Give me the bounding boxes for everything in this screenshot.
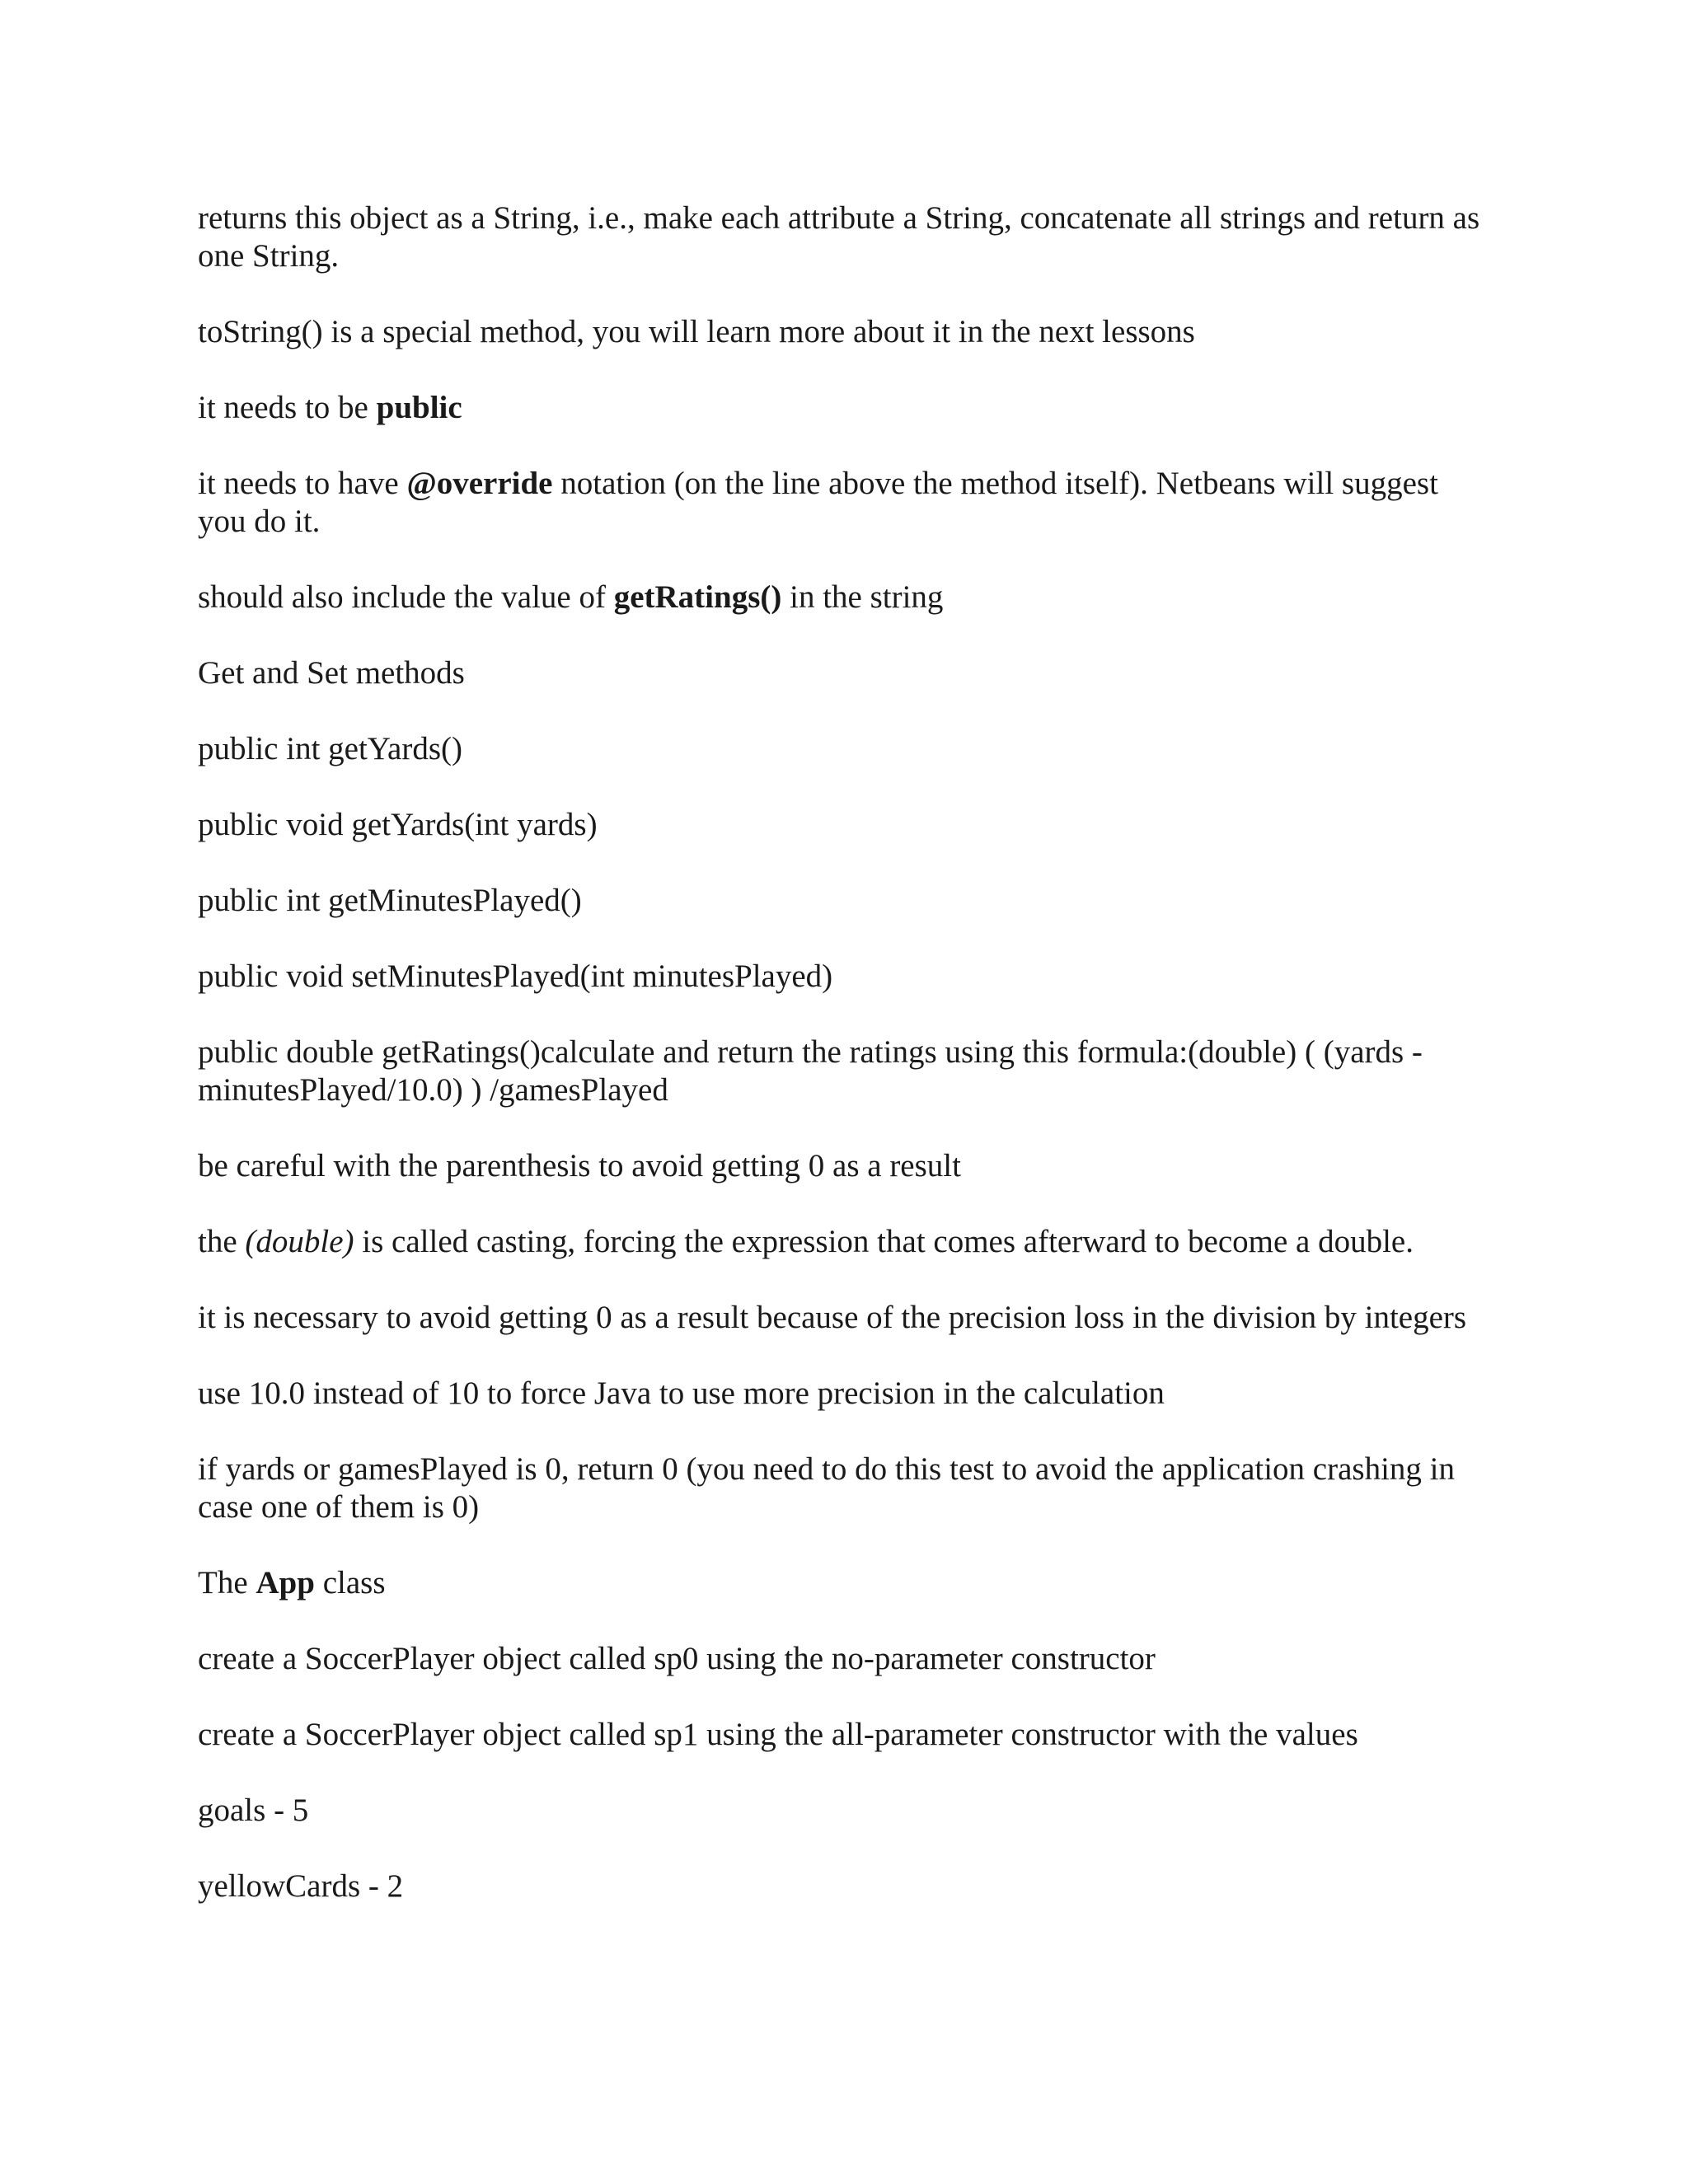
paragraph	[198, 199, 1492, 275]
paragraph	[198, 1299, 1492, 1337]
text-run: be careful with the parenthesis to avoid getting 0 as a result	[198, 1148, 961, 1183]
document-body	[198, 199, 1492, 1905]
bold-text: public	[376, 390, 462, 425]
text-run: The	[198, 1565, 256, 1601]
text-run: in the string	[781, 579, 944, 615]
paragraph	[198, 958, 1492, 996]
paragraph	[198, 882, 1492, 920]
text-run: it needs to be	[198, 390, 377, 425]
text-run: the	[198, 1224, 246, 1259]
text-run: is called casting, forcing the expression that comes afterward to become a double.	[354, 1224, 1414, 1259]
paragraph	[198, 465, 1492, 541]
bold-text: @override	[406, 466, 553, 501]
paragraph	[198, 1792, 1492, 1830]
text-run: class	[314, 1565, 386, 1601]
text-run: if yards or gamesPlayed is 0, return 0 (you need to do this test to avoid the application crashing in case one of them is 0)	[198, 1451, 1455, 1525]
text-run: notation (on the line above the method itself). Netbeans will suggest you do it.	[198, 466, 1438, 539]
text-run: goals - 5	[198, 1793, 309, 1828]
paragraph	[198, 1716, 1492, 1754]
paragraph	[198, 389, 1492, 427]
paragraph	[198, 1640, 1492, 1678]
paragraph	[198, 730, 1492, 768]
paragraph	[198, 1147, 1492, 1185]
paragraph	[198, 1375, 1492, 1413]
text-run: it needs to have	[198, 466, 407, 501]
paragraph	[198, 654, 1492, 692]
text-run: public double getRatings()calculate and return the ratings using this formula:(double) ( (yards - minutesPlayed/10.0) ) /gamesPlayed	[198, 1034, 1423, 1108]
paragraph	[198, 1033, 1492, 1109]
text-run: public int getMinutesPlayed()	[198, 883, 582, 918]
paragraph	[198, 1451, 1492, 1526]
paragraph	[198, 806, 1492, 844]
bold-text: getRatings()	[613, 579, 782, 615]
bold-text: App	[256, 1565, 315, 1601]
text-run: create a SoccerPlayer object called sp1 using the all-parameter constructor with the values	[198, 1717, 1358, 1752]
paragraph	[198, 1868, 1492, 1905]
text-run: create a SoccerPlayer object called sp0 using the no-parameter constructor	[198, 1641, 1156, 1676]
text-run: yellowCards - 2	[198, 1868, 404, 1904]
italic-text: (double)	[245, 1224, 354, 1259]
text-run: use 10.0 instead of 10 to force Java to use more precision in the calculation	[198, 1376, 1165, 1411]
text-run: public int getYards()	[198, 731, 463, 766]
text-run: returns this object as a String, i.e., make each attribute a String, concatenate all strings and return as one String.	[198, 200, 1480, 274]
paragraph	[198, 579, 1492, 616]
paragraph	[198, 1564, 1492, 1602]
text-run: should also include the value of	[198, 579, 614, 615]
text-run: it is necessary to avoid getting 0 as a result because of the precision loss in the division by integers	[198, 1300, 1467, 1335]
text-run: public void getYards(int yards)	[198, 807, 598, 842]
paragraph	[198, 1223, 1492, 1261]
paragraph	[198, 313, 1492, 351]
text-run: public void setMinutesPlayed(int minutesPlayed)	[198, 958, 833, 994]
text-run: toString() is a special method, you will learn more about it in the next lessons	[198, 314, 1195, 349]
text-run: Get and Set methods	[198, 655, 465, 691]
